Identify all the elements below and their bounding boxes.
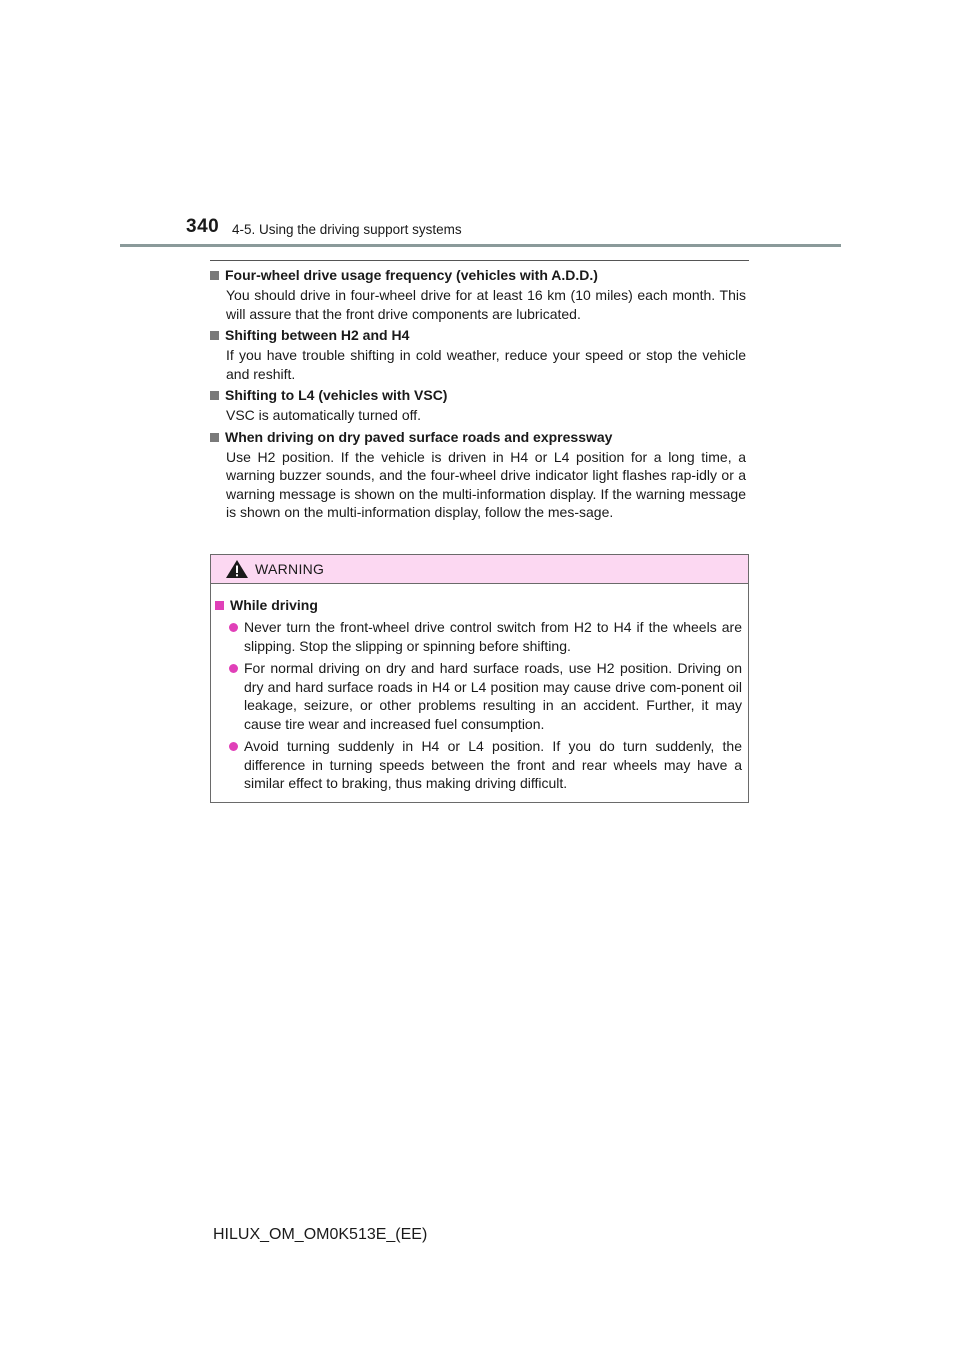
item-body: If you have trouble shifting in cold weather, reduce your speed or stop the vehicle and reshift. [226,347,746,382]
warning-bullet [215,618,742,655]
item-dry-paved-roads [210,428,746,522]
warning-box [210,554,749,803]
warning-bullet-text: Never turn the front-wheel drive control switch from H2 to H4 if the wheels are slipping. Stop the slipping or spinning before shifting. [244,619,742,654]
item-heading [210,386,746,405]
circle-bullet-icon [229,742,238,751]
content-section [210,266,746,525]
item-shifting-h2-h4 [210,326,746,383]
content-rule [210,260,749,261]
warning-bullet-text: For normal driving on dry and hard surface roads, use H2 position. Driving on dry and hard surface roads in H4 or L4 position may cause drive com-ponent oil leakage, seizure, or other problems resulting in an accident. Further, it may cause tire wear and increased fuel consumption. [244,660,742,732]
square-bullet-icon [210,391,219,400]
warning-bullet-text: Avoid turning suddenly in H4 or L4 position. If you do turn suddenly, the difference in turning speeds between the front and rear wheels may have a similar effect to braking, thus making driving difficult. [244,738,742,791]
square-bullet-icon [210,433,219,442]
header-rule [120,244,841,247]
warning-section-heading [215,596,742,615]
item-heading [210,266,746,285]
item-heading-text: Shifting between H2 and H4 [225,327,410,343]
item-body: You should drive in four-wheel drive for at least 16 km (10 miles) each month. This will assure that the front drive components are lubricated. [226,287,746,322]
item-heading [210,326,746,345]
item-body: Use H2 position. If the vehicle is driven in H4 or L4 position for a long time, a warning buzzer sounds, and the four-wheel drive indicator light flashes rap-idly or a warning message is shown on the multi-information display. If the warning message is shown on the multi-information display, follow the mes-sage. [226,448,746,520]
warning-header [211,555,748,584]
circle-bullet-icon [229,623,238,632]
item-heading [210,428,746,447]
section-title: 4-5. Using the driving support systems [232,222,462,237]
square-bullet-icon [210,271,219,280]
footer-code: HILUX_OM_OM0K513E_(EE) [213,1226,428,1243]
page-number: 340 [186,216,220,237]
warning-bullet [215,659,742,733]
warning-title: WARNING [255,561,325,577]
warning-triangle-icon [225,559,249,579]
square-bullet-icon [215,601,224,610]
circle-bullet-icon [229,664,238,673]
square-bullet-icon [210,331,219,340]
item-heading-text: When driving on dry paved surface roads and expressway [225,428,613,445]
item-heading-text: Shifting to L4 (vehicles with VSC) [225,387,448,403]
item-four-wheel-frequency [210,266,746,323]
item-heading-text: Four-wheel drive usage frequency (vehicles with A.D.D.) [225,267,598,283]
item-body: VSC is automatically turned off. [226,407,422,423]
item-shifting-l4 [210,386,746,425]
warning-section-heading-text: While driving [230,597,318,613]
warning-bullet [215,737,742,793]
warning-body [211,584,748,793]
